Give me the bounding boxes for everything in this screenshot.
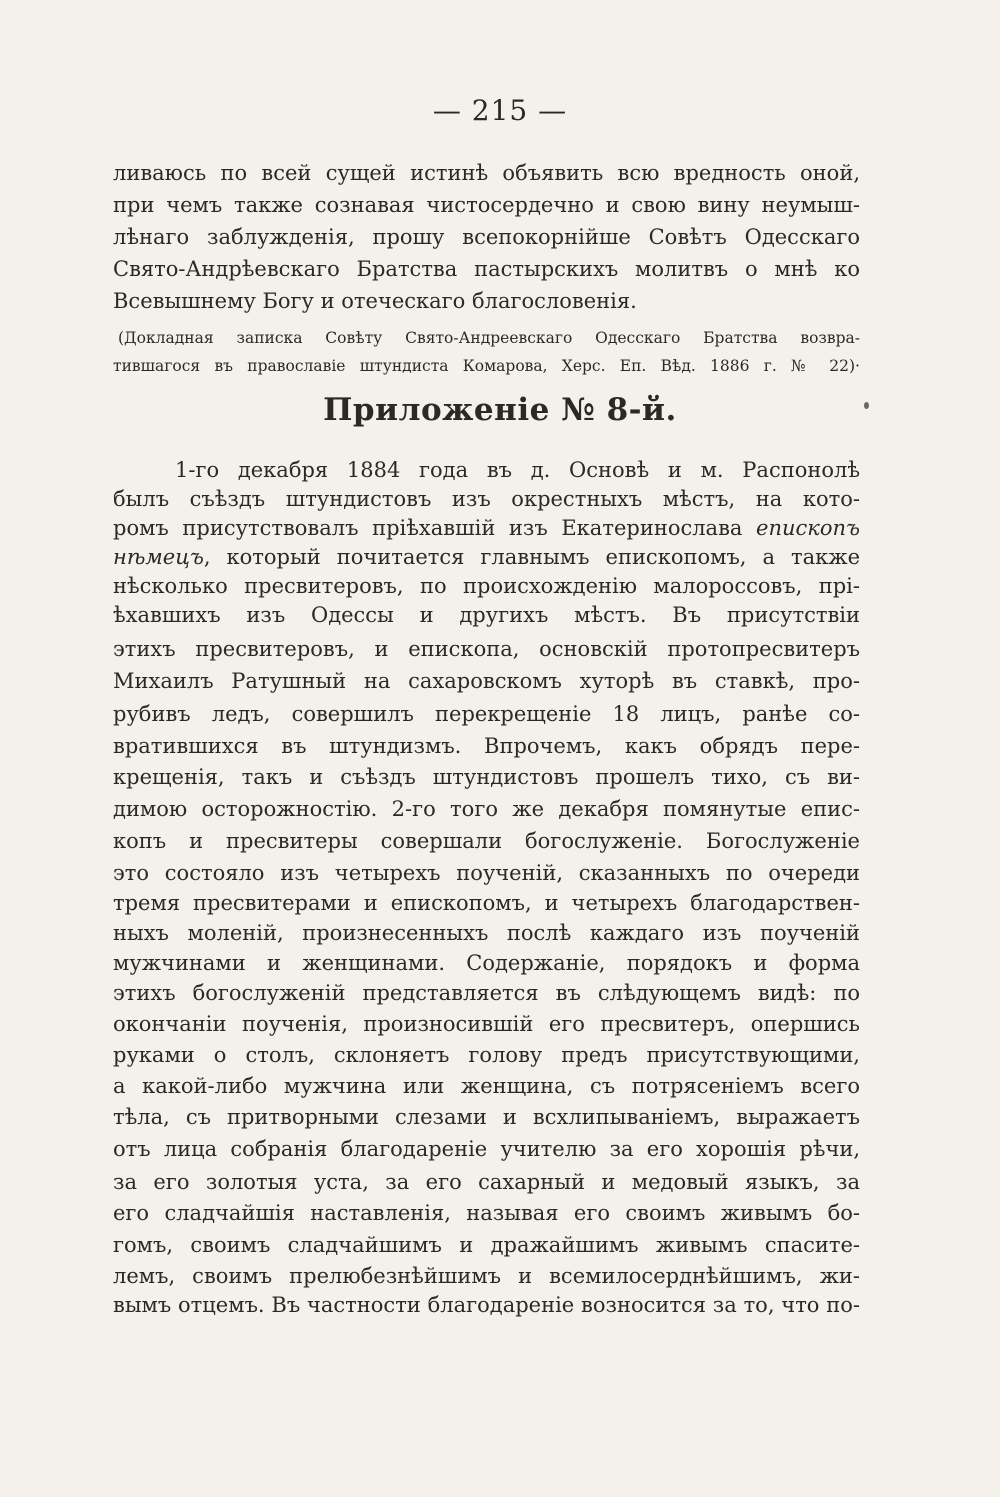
section-heading: Приложеніе № 8-й. [323,392,677,428]
text-line: ѣхавшихъ изъ Одессы и другихъ мѣстъ. Въ присутствіи [113,603,860,627]
text-line: его сладчайшія наставленія, называя его своимъ живымъ бо- [113,1201,860,1225]
text-line: Михаилъ Ратушный на сахаровскомъ хуторѣ въ ставкѣ, про- [113,669,860,693]
text-line: этихъ богослуженій представляется въ слѣдующемъ видѣ: по [113,981,860,1005]
text-line: рубивъ ледъ, совершилъ перекрещеніе 18 лицъ, ранѣе со- [113,702,860,726]
text-line: а какой-либо мужчина или женщина, съ потрясеніемъ всего [113,1074,860,1098]
italic-text: нѣмецъ [113,545,204,569]
text-line: нѣсколько пресвитеровъ, по происхожденію малороссовъ, прі- [113,574,860,598]
text-line: этихъ пресвитеровъ, и епископа, основскій протопресвитеръ [113,637,860,661]
text-line: гомъ, своимъ сладчайшимъ и дражайшимъ живымъ спасите- [113,1233,860,1257]
text-line: копъ и пресвитеры совершали богослуженіе. Богослуженіе [113,829,860,853]
italic-text: епископъ [756,516,860,540]
text-line [113,513,860,543]
text-line: тѣла, съ притворными слезами и всхлипываніемъ, выражаетъ [113,1105,860,1129]
text-line: Всевышнему Богу и отеческаго благословенія. [113,289,637,313]
text-line: вымъ отцемъ. Въ частности благодареніе возносится за то, что по- [113,1293,860,1317]
text-line: при чемъ также сознавая чистосердечно и свою вину неумыш- [113,193,860,217]
text-line [113,542,860,572]
text-line: лѣнаго заблужденія, прошу всепокорнійше Совѣтъ Одесскаго [113,225,860,249]
text-run: ромъ присутствовалъ пріѣхавшій изъ Екатеринослава [113,516,757,540]
text-line: вратившихся въ штундизмъ. Впрочемъ, какъ обрядъ пере- [113,734,860,758]
text-line: за его золотыя уста, за его сахарный и медовый языкъ, за [113,1170,860,1194]
text-line: это состояло изъ четырехъ поученій, сказанныхъ по очереди [113,861,860,885]
source-note-line: (Докладная записка Совѣту Свято-Андреевскаго Одесскаго Братства возвра- [118,329,860,347]
text-line: отъ лица собранія благодареніе учителю за его хорошія рѣчи, [113,1137,860,1161]
text-line: димою осторожностію. 2-го того же декабря помянутые епис- [113,797,860,821]
text-line: ныхъ моленій, произнесенныхъ послѣ каждаго изъ поученій [113,921,860,945]
text-line: былъ съѣздъ штундистовъ изъ окрестныхъ мѣстъ, на кото- [113,487,860,511]
text-line: крещенія, такъ и съѣздъ штундистовъ прошелъ тихо, съ ви- [113,765,860,789]
source-note-line: тившагося въ православіе штундиста Комарова, Херс. Еп. Вѣд. 1886 г. № 22)· [113,357,860,375]
text-line: лемъ, своимъ прелюбезнѣйшимъ и всемилосерднѣйшимъ, жи- [113,1264,860,1288]
text-line: мужчинами и женщинами. Содержаніе, порядокъ и форма [113,951,860,975]
text-line: Свято-Андрѣевскаго Братства пастырскихъ молитвъ о мнѣ ко [113,257,860,281]
page-number: — 215 — [432,94,568,127]
text-run: , который почитается главнымъ епископомъ, а также [203,545,860,569]
text-line: ливаюсь по всей сущей истинѣ объявить всю вредность оной, [113,161,860,185]
ink-speck [864,402,869,409]
text-line: тремя пресвитерами и епископомъ, и четырехъ благодарствен- [113,891,860,915]
text-line: руками о столъ, склоняетъ голову предъ присутствующими, [113,1043,860,1067]
text-line: 1-го декабря 1884 года въ д. Основѣ и м. Распонолѣ [175,458,860,482]
text-line: окончаніи поученія, произносившій его пресвитеръ, опершись [113,1012,860,1036]
